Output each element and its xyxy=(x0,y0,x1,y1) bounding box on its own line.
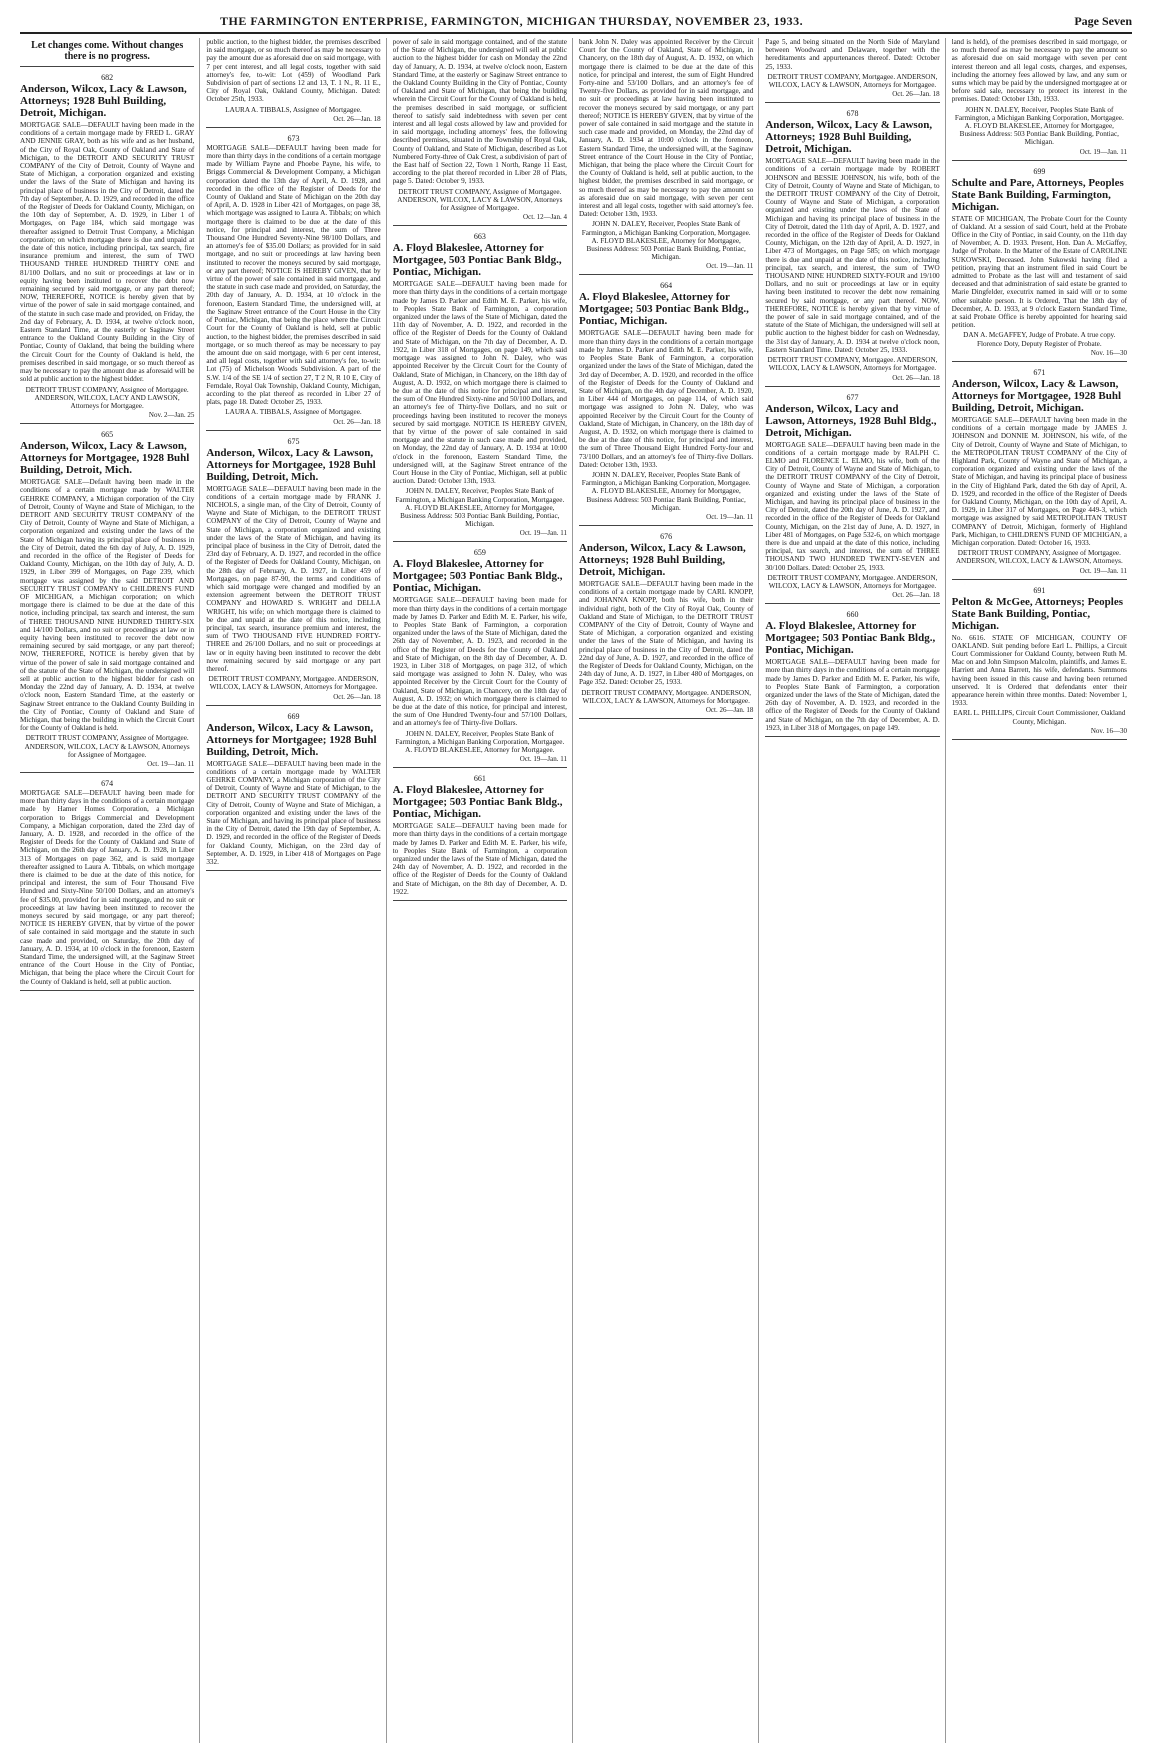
notice-signature: EARL L. PHILLIPS, Circuit Court Commissioner, Oakland County, Michigan. xyxy=(953,709,1126,726)
legal-notice xyxy=(206,38,380,128)
notice-number: 678 xyxy=(846,109,859,119)
notice-heading: Anderson, Wilcox, Lacy and Lawson, Attorneys, 1928 Buhl Bldg., Detroit, Michigan. xyxy=(765,402,937,439)
notice-dates: Nov. 16—30 xyxy=(1090,726,1127,735)
notice-dates: Oct. 19—Jan. 11 xyxy=(706,262,754,271)
notice-dates: Oct. 26—Jan. 18 xyxy=(892,373,940,382)
column-2 xyxy=(206,38,386,1743)
notice-number: 699 xyxy=(1033,166,1046,176)
notice-signature: DETROIT TRUST COMPANY, Mortgagee. ANDERSON, WILCOX, LACY & LAWSON, Attorneys for Mortgagee. xyxy=(767,573,938,590)
notice-number: 660 xyxy=(846,610,859,620)
notice-number: 664 xyxy=(660,281,673,291)
notice-signature: JOHN N. DALEY, Receiver, Peoples State Bank of Farmington, a Michigan Banking Corporation, Mortgagee. A. FLOYD BLAKESLEE, Attorney for Mortgagee, Business Address: 503 Pontiac Bank Building, Pontiac, Michigan. xyxy=(954,105,1124,147)
legal-notice xyxy=(579,281,753,525)
notice-signature: JOHN N. DALEY, Receiver, Peoples State Bank of Farmington, a Michigan Banking Corporation, Mortgagee. A. FLOYD BLAKESLEE, Attorney for Mortgagee, Business Address: 503 Pontiac Bank Building, Pontiac, Michigan. xyxy=(395,487,565,529)
notice-body: MORTGAGE SALE—DEFAULT having been made for more than thirty days in the conditions of a certain mortgage made by Hamer Homes Corporation, a Michigan corporation to Briggs Commercial and Development Company, a Michigan corporation, dated the 23rd day of January, A. D. 1928, and recorded in the office of the Register of Deeds for the County of Oakland and State of Michigan, on the 26th day of January, A. D. 1928, in Liber 313 of Mortgages on page 362, and is said mortgage thereafter assigned to Laura A. Tibbals, on which mortgage there is claimed to be due at the date of this notice, for principal and interest, the sum of Four Thousand Five Hundred and Sixty-Nine 50/100 Dollars, and an attorney's fee of $35.00, provided for in said mortgage, and no suit or proceedings at law having been instituted to recover the moneys secured by said mortgage, or any part thereof; NOTICE IS HEREBY GIVEN, that by virtue of the power of sale contained in said mortgage and the statute in such case made and provided, on Saturday, the 20th day of January, A. D. 1934, at 10 o'clock in the forenoon, Eastern Standard Time, the undersigned will, at the Saginaw Street entrance of the Court House in the City of Pontiac, Michigan, that being the place where the Circuit Court for the County of Oakland is held, sell at public auction. xyxy=(20,789,195,986)
notice-heading: A. Floyd Blakeslee, Attorney for Mortgagee; 503 Pontiac Bank Bldg., Pontiac, Michigan. xyxy=(765,620,936,657)
notice-dates: Oct. 26—Jan. 18 xyxy=(892,591,940,600)
notice-signature: DETROIT TRUST COMPANY, Assignee of Mortgagee. ANDERSON, WILCOX, LACY & LAWSON, Attorneys for Assignee of Mortgagee. xyxy=(397,187,563,213)
notice-body: power of sale in said mortgage contained, and of the statute of the State of Michigan, the undersigned will sell at public auction to the highest bidder for cash on Monday the 22nd day of January, A. D. 1934, at twelve o'clock noon, Eastern Standard Time, at the easterly or Saginaw Street entrance to the Oakland County Building in the City of Pontiac, County of Oakland and State of Michigan, that being the building wherein the Circuit Court for the County of Oakland is held, the premises described in said mortgage, or sufficient thereof to satisfy said indebtedness with seven per cent interest and all legal costs allowed by law and provided for in said mortgage, including attorneys' fees, the following described premises, situated in the Township of Royal Oak, County of Oakland, and State of Michigan, described as Lot Numbered Forty-three of Oak Crest, a subdivision of part of the East half of Section 22, Town 1 North, Range 11 East, according to the plat thereof recorded in Liber 28 of Plats, page 5. Dated: October 9, 1933. xyxy=(392,38,567,186)
legal-notice xyxy=(20,73,194,424)
notice-body: No. 6616. STATE OF MICHIGAN, COUNTY OF OAKLAND. Suit pending before Earl L. Phillips, a Circuit Court Commissioner for Oakland County, between Ruth M. Mac on and John Simpson Malcolm, plaintiffs, and James E. Harriett and Anna Barrett, his wife, defendants. Summons having been issued in this cause and having been returned unserved. It is Ordered that defendants enter their appearance herein within three months. Dated: November 1, 1933. xyxy=(951,633,1127,708)
column-1 xyxy=(20,38,200,1743)
legal-notice xyxy=(952,38,1127,161)
notice-signature: DETROIT TRUST COMPANY, Mortgagee. ANDERSON, WILCOX, LACY & LAWSON, Attorneys for Mortgagee. xyxy=(581,688,752,705)
notice-number: 661 xyxy=(473,774,486,784)
notice-body: STATE OF MICHIGAN, The Probate Court for the County of Oakland. At a session of said Court, held at the Probate Office in the City of Pontiac, in said County, on the 11th day of November, A. D. 1933. Present, Hon. Dan A. McGaffey, Judge of Probate. In the Matter of the Estate of CAROLINE SUKOWSKI, Deceased. John Sukowski having filed a petition, praying that an instrument filed in said Court be admitted to Probate as the last will and testament of said deceased and that administration of said estate be granted to Marie Dingfelder, executrix named in said will or to some other suitable person. It is Ordered, That the 18th day of December, A. D. 1933, at 9 o'clock Eastern Standard Time, at said Probate Office is hereby appointed for hearing said petition. xyxy=(951,214,1127,330)
notice-body: MORTGAGE SALE—DEFAULT having been made for more than thirty days in the conditions of a certain mortgage made by James D. Parker and Edith M. E. Parker, his wife, to Peoples State Bank of Farmington, a corporation organized under the laws of the State of Michigan, dated the 11th day of November, A. D. 1922, and recorded in the office of the Register of Deeds for the County of Oakland and State of Michigan, on the 7th day of December, A. D. 1922, in Liber 318 of Mortgages, on page 149, which said mortgage was assigned to John N. Daley, who was appointed Receiver by the Circuit Court for the County of Oakland, State of Michigan, in Chancery, on the 18th day of August, A. D. 1932, on which mortgage there is claimed to be due at the date of this notice for principal and interest, the sum of One Hundred Sixty-nine and 50/100 Dollars, and an attorney's fee of Thirty-five Dollars, and no suit or proceedings having been instituted to recover the moneys secured by said mortgage. NOTICE IS HEREBY GIVEN, that by virtue of the power of sale contained in said mortgage and the statute in such case made and provided, on Monday, the 22nd day of January, A. D. 1934 at 10:00 o'clock in the forenoon, Eastern Standard Time, the undersigned will, at the Saginaw Street entrance of the Court House in the City of Pontiac, Michigan, sell at public auction. Dated: October 13th, 1933. xyxy=(392,280,567,486)
notice-body: MORTGAGE SALE—DEFAULT having been made for more than thirty days in the conditions of a certain mortgage made by James D. Parker and Edith M. E. Parker, his wife, to Peoples State Bank of Farmington, a corporation organized under the laws of the State of Michigan, dated the 24th day of November, A. D. 1922, and recorded in the office of the Register of Deeds for the County of Oakland and State of Michigan, on the 8th day of December, A. D. 1922. xyxy=(392,822,567,896)
legal-notice xyxy=(393,232,567,542)
notice-dates: Nov. 2—Jan. 25 xyxy=(148,411,195,420)
column-6 xyxy=(952,38,1132,1743)
notice-body: MORTGAGE SALE—DEFAULT having been made in the conditions of a certain mortgage made by FRANK J. NICHOLS, a single man, of the City of Detroit, County of Wayne and State of Michigan, to the DETROIT TRUST COMPANY of the City of Detroit, County of Wayne and State of Michigan, a corporation organized and existing under the laws of the State of Michigan, and having its principal place of business in the City of Detroit, dated the 23rd day of February, A. D. 1927, and recorded in the office of the Register of Deeds for Oakland County, Michigan, on the 28th day of February, A. D. 1927, in Liber 459 of Mortgages, on page 87-90, the terms and conditions of which said mortgage were changed and modified by an extension agreement between the DETROIT TRUST COMPANY and HOWARD S. WRIGHT and DELLA WRIGHT, his wife; on which mortgage there is claimed to be due and unpaid at the date of this notice, including principal, tax search, insurance premium and interest, the sum of TWO THOUSAND FIVE HUNDRED FORTY-THREE and 26/100 Dollars, and no suit or proceedings at law or in equity having been instituted to recover the debt now remaining secured by said mortgage or any part thereof. xyxy=(206,484,381,673)
notice-number: 663 xyxy=(473,232,486,242)
notice-number: 659 xyxy=(473,548,486,558)
notice-signature: DETROIT TRUST COMPANY, Mortgagee. ANDERSON, WILCOX, LACY & LAWSON, Attorneys for Mortgagee. xyxy=(767,356,938,373)
legal-notice xyxy=(393,548,567,768)
notice-heading: A. Floyd Blakeslee, Attorney for Mortgagee; 503 Pontiac Bank Bldg., Pontiac, Michigan. xyxy=(578,291,749,328)
notice-heading: Anderson, Wilcox, Lacy & Lawson, Attorneys; 1928 Buhl Building, Detroit, Michigan. xyxy=(765,119,933,156)
notice-number: 673 xyxy=(287,133,300,143)
newspaper-header: THE FARMINGTON ENTERPRISE, FARMINGTON, MICHIGAN THURSDAY, NOVEMBER 23, 1933. xyxy=(220,14,804,28)
column-4 xyxy=(579,38,759,1743)
legal-notice xyxy=(20,430,194,773)
notice-body: MORTGAGE SALE—DEFAULT having been made for more than thirty days in the conditions of a certain mortgage made by William Payne and Phoebe Payne, his wife, to Briggs Commercial & Development Company, a Michigan corporation dated the 13th day of April, A. D. 1928, and recorded in the office of the Register of Deeds for the County of Oakland and State of Michigan on the 20th day of April, A. D. 1928 in Liber 421 of Mortgages, on page 38, which mortgage was assigned to Laura A. Tibbals; on which mortgage there is claimed to be due at the date of this notice, for principal and interest, the sum of Three Thousand One Hundred Seventy-Nine 98/100 Dollars, and an attorney's fee of $35.00 Dollars; as provided for in said mortgage, and no suit or proceedings at law having been instituted to recover the moneys secured by said mortgage, or any part thereof; NOTICE IS HEREBY GIVEN, that by virtue of the power of sale contained in said mortgage, and the statute in such case made and provided, on Saturday, the 20th day of January, A. D. 1934, at 10 o'clock in the forenoon, Eastern Standard Time, the undersigned will, at the Saginaw Street entrance of the Court House in the City of Pontiac, Michigan, that being the place where the Circuit Court for the County of Oakland is held, sell at public auction, to the highest bidder, the premises described in said mortgage, or so much thereof as may be necessary to pay the amount due on said mortgage, with 6 per cent interest, and all legal costs, together with said attorney's fee, to-wit: Lot (75) of Michelson Woods Subdivision. A part of the S.W. 1/4 of the SE 1/4 of section 27, T 2 N, R 10 E, City of Ferndale, Royal Oak Township, Oakland County, Michigan, according to the plat thereof as recorded in Liber 27 of plats, page 18. Dated: October 25, 1933. xyxy=(206,143,381,407)
notice-heading: A. Floyd Blakeslee, Attorney for Mortgagee; 503 Pontiac Bank Bldg., Pontiac, Michigan. xyxy=(392,558,563,595)
legal-notice xyxy=(20,779,194,991)
notice-heading: Anderson, Wilcox, Lacy & Lawson, Attorneys; 1928 Buhl Building, Detroit, Michigan. xyxy=(578,541,746,578)
notice-number: 691 xyxy=(1033,585,1046,595)
notice-signature: JOHN N. DALEY, Receiver, Peoples State Bank of Farmington, a Michigan Banking Corporation, Mortgagee. A. FLOYD BLAKESLEE, Attorney for Mortgagee. xyxy=(395,729,565,755)
legal-notice xyxy=(765,38,939,103)
notice-dates: Oct. 26—Jan. 18 xyxy=(333,114,381,123)
notice-signature: JOHN N. DALEY, Receiver, Peoples State Bank of Farmington, a Michigan Banking Corporation, Mortgagee. A. FLOYD BLAKESLEE, Attorney for Mortgagee, Business Address: 503 Pontiac Bank Building, Pontiac, Michigan. xyxy=(581,470,751,512)
page-number: Page Seven xyxy=(1074,14,1132,28)
notice-number: 677 xyxy=(846,392,859,402)
notice-body: MORTGAGE SALE—DEFAULT having been made for more than thirty days in the conditions of a certain mortgage made by James D. Parker and Edith M. E. Parker, his wife, to Peoples State Bank of Farmington, a corporation organized under the laws of the State of Michigan, dated the 3rd day of December, A. D. 1920, and recorded in the office of the Register of Deeds for the County of Oakland and State of Michigan, on the 4th day of December, A. D. 1920, in Liber 444 of Mortgages, on page 114, of which said mortgage was assigned to John N. Daley, who was appointed Receiver by the Circuit Court for the County of Oakland, State of Michigan, in Chancery, on the 18th day of August, A. D. 1932, on which mortgage there is claimed to be due at the date of this notice, for principal and interest, the sum of Three Thousand Eight Hundred Forty-four and 73/100 Dollars, and an attorney's fee of Thirty-five Dollars. Dated: October 13th, 1933. xyxy=(578,329,754,469)
notice-signature: DETROIT TRUST COMPANY, Assignee of Mortgagee. ANDERSON, WILCOX, LACY & LAWSON, Attorneys. xyxy=(955,549,1123,566)
notice-body: MORTGAGE SALE—DEFAULT having been made for more than thirty days in the conditions of a certain mortgage made by James D. Parker and Edith M. E. Parker, his wife, to Peoples State Bank of Farmington, a corporation organized under the laws of the State of Michigan, dated the 26th day of November, A. D. 1923, and recorded in the office of the Register of Deeds for the County of Oakland and State of Michigan, on the 8th day of December, A. D. 1923, in Liber 318 of Mortgages, on page 312, of which said mortgage was assigned to John N. Daley, who was appointed Receiver by the Circuit Court for the County of Oakland, State of Michigan, in Chancery, on the 18th day of August, A. D. 1932; on which mortgage there is claimed to be due at the date of this notice, for principal and interest, the sum of One Hundred Twenty-four and 57/100 Dollars, and an attorney's fee of Thirty-five Dollars. xyxy=(392,596,567,728)
notice-number: 669 xyxy=(287,711,300,721)
notice-dates: Oct. 26—Jan. 18 xyxy=(892,90,940,99)
notice-heading: Anderson, Wilcox, Lacy & Lawson, Attorneys for Mortgagee, 1928 Buhl Building, Detroit, Mich. xyxy=(206,446,376,483)
legal-notice xyxy=(579,532,753,719)
legal-notices-columns xyxy=(20,38,1132,1743)
notice-body: MORTGAGE SALE—DEFAULT having been made in the conditions of a certain mortgage made by ROBERT JOHNSON and BESSIE JOHNSON, his wife, both of the City of Detroit, County of Wayne and State of Michigan, to the DETROIT TRUST COMPANY of the City of Detroit, County of Wayne and State of Michigan, a corporation organized and existing under the laws of the State of Michigan and having its principal place of business in the City of Detroit, dated the 11th day of April, A. D. 1927, and recorded in the office of the Register of Deeds for Oakland County, Michigan, on the 12th day of April, A. D. 1927, in Liber 473 of Mortgages, on Page 585; on which mortgage there is due and unpaid at the date of this notice, including principal, tax search, and interest, the sum of TWO THOUSAND NINE HUNDRED SIXTY-FOUR and 19/100 Dollars, and no suit or proceedings at law or in equity having been instituted to recover the debt now remaining secured by said mortgage, or any part thereof. NOW, THEREFORE, NOTICE is hereby given that by virtue of the power of sale in said mortgage contained, and of the statute of the State of Michigan, the undersigned will sell at public auction to the highest bidder for cash on Wednesday, the 31st day of January, A. D. 1934 at twelve o'clock noon, Eastern Standard Time. Dated: October 25, 1933. xyxy=(765,157,940,354)
notice-dates: Oct. 19—Jan. 11 xyxy=(1079,566,1127,575)
legal-notice xyxy=(952,368,1127,580)
notice-heading: Anderson, Wilcox, Lacy & Lawson, Attorneys for Mortgagee; 1928 Buhl Building, Detroit, Mich. xyxy=(206,721,377,758)
notice-number: 665 xyxy=(101,430,114,440)
notice-dates: Oct. 19—Jan. 11 xyxy=(519,529,567,538)
notice-body: MORTGAGE SALE—DEFAULT having been made in the conditions of a certain mortgage made by CARL KNOPP, and JOHANNA KNOPP, both his wife, both in their individual right, both of the City of Royal Oak, County of Oakland and State of Michigan, to the DETROIT TRUST COMPANY of the City of Detroit, County of Wayne and State of Michigan, a corporation organized and existing under the laws of the State of Michigan, and having its principal place of business in the City of Detroit, dated the 22nd day of June, A. D. 1927, and recorded in the office of the Register of Deeds for Oakland County, Michigan, on the 24th day of June, A. D. 1927, in Liber 480 of Mortgages, on Page 352. Dated: October 25, 1933. xyxy=(578,579,754,687)
notice-heading: Anderson, Wilcox, Lacy & Lawson, Attorneys for Mortgagee, 1928 Buhl Building, Detroit, Mich. xyxy=(20,440,190,477)
notice-body: land is held), of the premises described in said mortgage, or so much thereof as may be necessary to pay the amount so as aforesaid due on said mortgage with seven per cent interest thereon and all legal costs, charges, and expenses, including the attorney fees allowed by law, and any sum or sums which may be paid by the undersigned mortgagee at or before said sale, necessary to protect its interest in the premises. Dated: October 13th, 1933. xyxy=(951,38,1127,104)
notice-signature: DETROIT TRUST COMPANY, Assignee of Mortgagee. ANDERSON, WILCOX, LACY AND LAWSON, Attorneys for Mortgagee. xyxy=(25,385,189,410)
notice-number: 682 xyxy=(101,73,114,82)
notice-body: public auction, to the highest bidder, the premises described in said mortgage, or so much thereof as may be necessary to pay the amount due as aforesaid due on said mortgage, with 7 per cent interest, and all legal costs, together with said attorney's fee, to-wit: Lot (459) of Woodland Park Subdivision of part of sections 12 and 13, T. 1 N., R. 11 E., City of Royal Oak, Oakland County, Michigan. Dated: October 25th, 1933. xyxy=(206,38,381,104)
notice-dates: Nov. 16—30 xyxy=(1090,348,1127,357)
legal-notice xyxy=(765,109,939,386)
notice-body: bank John N. Daley was appointed Receiver by the Circuit Court for the County of Oakland, State of Michigan, in Chancery, on the 18th day of August, A. D. 1932, on which mortgage there is claimed to be due at the date of this notice, for principal and interest, the sum of Eight Hundred Forty-nine and 53/100 Dollars, and an attorney's fee of Twenty-five Dollars, as provided for in said mortgage, and no suit or proceedings at law having been instituted to recover the moneys secured by said mortgage, or any part thereof; NOTICE IS HEREBY GIVEN, that by virtue of the power of sale contained in said mortgage and the statute in such case made and provided, on Monday, the 22nd day of January, A. D. 1934 at 10:00 o'clock in the forenoon, Eastern Standard Time, the undersigned will, at the Saginaw Street entrance of the Court House in the City of Pontiac, Michigan, that being the place where the Circuit Court for the County of Oakland is held, sell at public auction, to the highest bidder, the premises described in said mortgage, or so much thereof as may be necessary to pay the amount so as aforesaid due on said mortgage, with seven per cent interest and all legal costs, together with said attorney's fee. Dated: October 13th, 1933. xyxy=(578,38,754,219)
notice-signature: DETROIT TRUST COMPANY, Mortgagee. ANDERSON, WILCOX, LACY & LAWSON, Attorneys for Mortgagee. xyxy=(208,675,379,692)
legal-notice xyxy=(206,712,380,872)
column-3 xyxy=(393,38,573,1743)
legal-notice xyxy=(952,167,1127,362)
intro-quote: Let changes come. Without changes there is no progress. xyxy=(20,40,194,67)
notice-heading: Schulte and Pare, Attorneys, Peoples State Bank Building, Farmington, Michigan. xyxy=(951,176,1124,213)
notice-dates: Oct. 19—Jan. 11 xyxy=(706,512,754,521)
notice-number: 674 xyxy=(101,779,114,789)
notice-body: MORTGAGE SALE—DEFAULT having been made in the conditions of a certain mortgage made by RALPH C. ELMO and FLORENCE L. ELMO, his wife, both of the City of Detroit, County of Wayne and State of Michigan, to the DETROIT TRUST COMPANY of the City of Detroit, County of Wayne and State of Michigan, a corporation organized and existing under the laws of the State of Michigan, and having its principal place of business in the City of Detroit, dated the 20th day of June, A. D. 1927, and recorded in the office of the Register of Deeds for Oakland County, Michigan, on the 21st day of June, A. D. 1927, in Liber 481 of Mortgages, on Page 532-6, on which mortgage there is due and unpaid at the date of this notice, including principal, tax search, and interest, the sum of THREE THOUSAND TWO HUNDRED TWENTY-SEVEN and 30/100 Dollars. Dated: October 25, 1933. xyxy=(765,440,940,572)
notice-signature: DETROIT TRUST COMPANY, Mortgagee. ANDERSON, WILCOX, LACY & LAWSON, Attorneys for Mortgagee. xyxy=(767,72,938,90)
notice-number: 675 xyxy=(287,436,300,446)
notice-dates: Oct. 19—Jan. 11 xyxy=(1079,147,1127,156)
notice-body: MORTGAGE SALE—DEFAULT having been made in the conditions of a certain mortgage made by FRED L. GRAY AND JENNIE GRAY, both as his wife and as her husband, of the City of Royal Oak, County of Oakland and State of Michigan, to the DETROIT AND SECURITY TRUST COMPANY of the City of Detroit, County of Wayne and State of Michigan, a corporation organized and existing under the laws of the State of Michigan and having its principal place of business in the City of Detroit, dated the 7th day of September, A. D. 1929, and recorded in the office of the Register of Deeds for Oakland County, Michigan, on the 10th day of September, A. D. 1929, in Liber 1 of Mortgages, on Page 184, which said mortgage was thereafter assigned to Detroit Trust Company, a Michigan corporation; on which mortgage there is due and unpaid at the date of this notice, including principal, tax search, fire insurance premium and interest, the sum of TWO THOUSAND THREE HUNDRED THIRTY ONE and 81/100 Dollars, and no suit or proceedings at law or in equity having been instituted to recover the debt now remaining secured by said mortgage, or any part thereof; NOW, THEREFORE, NOTICE is hereby given that by virtue of the power of sale in said mortgage contained, and of the statute in such case made and provided, on Friday, the 2nd day of February, A. D. 1934, at twelve o'clock noon, Eastern Standard Time, at the easterly or Saginaw Street entrance to the Oakland County Building in the City of Pontiac, County of Oakland, that being the building where the Circuit Court for the County of Oakland is held, the premises described in said mortgage, or so much thereof as may be necessary to pay the amount due as aforesaid will be sold at public auction to the highest bidder. xyxy=(20,121,195,384)
notice-number: 676 xyxy=(660,531,673,541)
notice-dates: Oct. 12—Jan. 4 xyxy=(523,213,567,222)
notice-dates: Oct. 26—Jan. 18 xyxy=(333,417,381,426)
notice-dates: Oct. 19—Jan. 11 xyxy=(147,760,195,769)
notice-body: MORTGAGE SALE—DEFAULT having been made for more than thirty days in the conditions of a certain mortgage made by James D. Parker and Edith M. E. Parker, his wife, to Peoples State Bank of Farmington, a corporation organized under the laws of the State of Michigan, dated the 26th day of November, A. D. 1923, and recorded in the office of the Register of Deeds for the County of Oakland and State of Michigan, on the 7th day of December, A. D. 1923, in Liber 318 of Mortgages, on page 149. xyxy=(765,658,940,732)
notice-dates: Oct. 19—Jan. 11 xyxy=(519,755,567,764)
legal-notice xyxy=(393,38,567,226)
legal-notice xyxy=(206,134,380,431)
notice-signature: JOHN N. DALEY, Receiver, Peoples State Bank of Farmington, a Michigan Banking Corporation, Mortgagee. A. FLOYD BLAKESLEE, Attorney for Mortgagee, Business Address: 503 Pontiac Bank Building, Pontiac, Michigan. xyxy=(581,220,751,262)
legal-notice xyxy=(579,38,753,275)
notice-number: 671 xyxy=(1033,367,1046,377)
notice-signature: LAURA A. TIBBALS, Assignee of Mortgagee. xyxy=(225,105,362,114)
notice-heading: Anderson, Wilcox, Lacy & Lawson, Attorneys for Mortgagee, 1928 Buhl Building, Detroit, Michigan. xyxy=(951,377,1122,414)
notice-signature: DETROIT TRUST COMPANY, Assignee of Mortgagee. ANDERSON, WILCOX, LACY & LAWSON, Attorneys for Assignee of Mortgagee. xyxy=(24,734,190,759)
notice-heading: Anderson, Wilcox, Lacy & Lawson, Attorneys; 1928 Buhl Building, Detroit, Michigan. xyxy=(20,83,187,119)
legal-notice xyxy=(206,437,380,706)
notice-body: Page 5, and being situated on the North Side of Maryland between Woodward and Delaware, together with the hereditaments and appurtenances thereof. Dated: October 25, 1933. xyxy=(765,38,940,71)
notice-heading: A. Floyd Blakeslee, Attorney for Mortgagee; 503 Pontiac Bank Bldg., Pontiac, Michigan. xyxy=(392,784,563,821)
legal-notice xyxy=(393,774,567,901)
notice-signature: DAN A. McGAFFEY, Judge of Probate. A true copy. Florence Doty, Deputy Register of Probate. xyxy=(963,331,1116,348)
notice-body: MORTGAGE SALE—Default having been made in the conditions of a certain mortgage made by WALTER GEHRKE COMPANY, a Michigan corporation of the City of Detroit, County of Wayne and State of Michigan, to the DETROIT AND SECURITY TRUST COMPANY of the City of Detroit, County of Wayne and State of Michigan, a corporation organized and existing under the laws of the State of Michigan having its principal place of business in the City of Detroit, dated the 6th day of July, A. D. 1929, and recorded in the office of the Register of Deeds for Oakland County, Michigan, on the 10th day of July, A. D. 1929, in Liber 399 of Mortgages, on Page 239, which mortgage was assigned by the said DETROIT AND SECURITY TRUST COMPANY to CHILDREN'S FUND OF MICHIGAN, a Michigan corporation; on which mortgage there is claimed to be due at the date of this notice, including principal, tax search and interest, the sum of THREE THOUSAND NINE HUNDRED THIRTY-SIX and 14/100 Dollars, and no suit or proceedings at law or in equity having been instituted to recover the debt now remaining secured by said mortgage, or any part thereof; NOW, THEREFORE, NOTICE is hereby given that by virtue of the power of sale in said mortgage contained and of the statute of the State of Michigan, the undersigned will sell at public auction to the highest bidder for cash on Monday the 22nd day of January, A. D. 1934, at twelve o'clock noon, Eastern Standard Time, at the easterly or Saginaw Street entrance to the Oakland County Building in the City of Pontiac, County of Oakland and State of Michigan, that being the building in which the Circuit Court for the County of Oakland is held. xyxy=(20,478,195,733)
notice-dates: Oct. 26—Jan. 18 xyxy=(333,692,381,701)
notice-body: MORTGAGE SALE—DEFAULT having been made in the conditions of a certain mortgage made by WALTER GEHRKE COMPANY, a Michigan corporation of the City of Detroit, County of Wayne and State of Michigan, to the DETROIT AND SECURITY TRUST COMPANY of the City of Detroit, County of Wayne and State of Michigan, a corporation organized and existing under the laws of the State of Michigan, and having its principal place of business in the City of Detroit, dated the 19th day of September, A. D. 1929, and recorded in the office of the Register of Deeds for Oakland County, Michigan, on the 23rd day of September, A. D. 1929, in Liber 418 of Mortgages on Page 332. xyxy=(206,759,381,867)
notice-body: MORTGAGE SALE—DEFAULT having been made in the conditions of a certain mortgage made by JAMES J. JOHNSON and DONNIE M. JOHNSON, his wife, of the City of Detroit, County of Wayne and State of Michigan, to the METROPOLITAN TRUST COMPANY of the City of Highland Park, County of Wayne and State of Michigan, a corporation organized and existing under the laws of the State of Michigan, and having its principal place of business in the City of Highland Park, dated the 6th day of April, A. D. 1929, and recorded in the office of the Register of Deeds for Oakland County, Michigan, on the 10th day of April, A. D. 1929, in Liber 317 of Mortgages, on Page 449-3, which mortgage was assigned by said METROPOLITAN TRUST COMPANY of Detroit, Michigan, formerly of Highland Park, Michigan, to CHILDREN'S FUND OF MICHIGAN, a Michigan corporation. Dated: October 16, 1933. xyxy=(951,415,1127,547)
notice-signature: LAURA A. TIBBALS, Assignee of Mortgagee. xyxy=(225,408,362,417)
legal-notice xyxy=(952,586,1127,740)
column-5 xyxy=(765,38,945,1743)
notice-heading: A. Floyd Blakeslee, Attorney for Mortgagee, 503 Pontiac Bank Bldg., Pontiac, Michigan. xyxy=(392,242,562,279)
notice-heading: Pelton & McGee, Attorneys; Peoples State Bank Building, Pontiac, Michigan. xyxy=(951,595,1124,632)
notice-dates: Oct. 26—Jan. 18 xyxy=(705,706,754,714)
legal-notice xyxy=(765,610,939,737)
masthead xyxy=(20,10,1132,34)
legal-notice xyxy=(765,393,939,605)
